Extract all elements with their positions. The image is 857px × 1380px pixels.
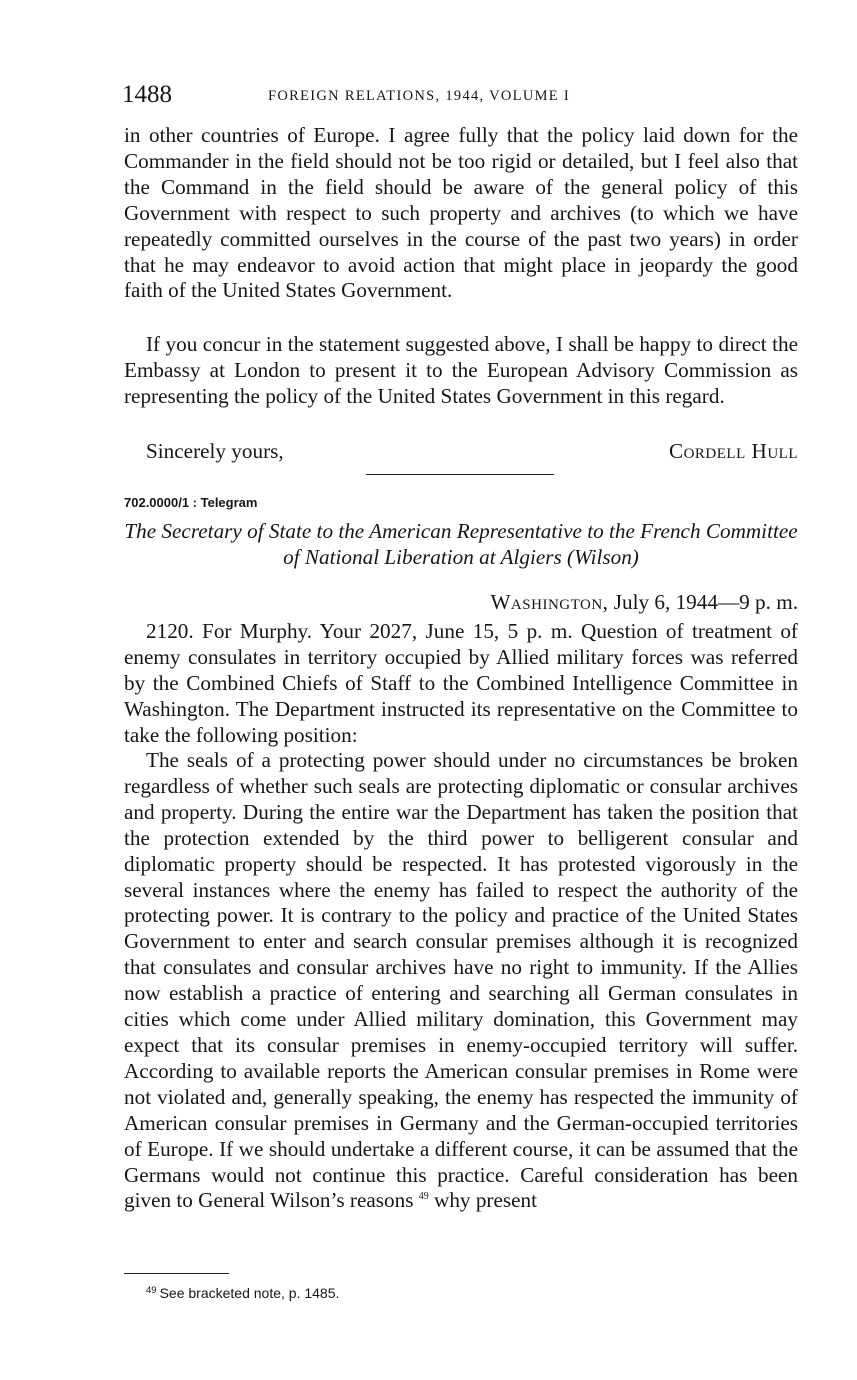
dateline-date: July 6, 1944—9 p. m. xyxy=(613,590,798,614)
dateline-place: Washington, xyxy=(490,590,609,614)
footnote xyxy=(146,1281,339,1303)
section-divider xyxy=(366,474,554,475)
document-title: The Secretary of State to the American Representative to the French Committee of National Liberation at Algiers (Wilson) xyxy=(124,519,798,569)
telegram-paragraph-1: 2120. For Murphy. Your 2027, June 15, 5 p. m. Question of treatment of enemy consulates in territory occupied by Allied military forces was referred by the Combined Chiefs of Staff to the Combined Intelligence Committee in Washington. The Department instructed its representative on the Committee to take the following position: xyxy=(124,619,798,747)
letter-continuation xyxy=(124,123,798,304)
footnote-mark: 49 xyxy=(146,1285,157,1296)
telegram-paragraph-2-text: The seals of a protecting power should under no circumstances be broken regardless of whether such seals are protecting diplomatic or consular archives and property. During the entire war the Department has taken the position that the protection extended by the third power to belligerent consular and diplomatic property should be respected. It has protested vigorously in the several instances where the enemy has failed to respect the authority of the protecting power. It is contrary to the policy and practice of the United States Government to enter and search consular premises although it is recognized that consulates and consular archives have no right to immunity. If the Allies now establish a practice of entering and searching all German consulates in cities which come under Allied military domination, this Government may expect that its consular premises in enemy-occupied territory will suffer. According to available reports the American consular premises in Rome were not violated and, generally speaking, the enemy has respected the immunity of American consular premises in Germany and the German-occupied territories of Europe. If we should undertake a different course, it can be assumed that the Germans would not continue this practice. Careful consideration has been given to General Wilson’s reasons xyxy=(124,748,798,1213)
telegram-paragraph-2-tail: why present xyxy=(428,1188,537,1213)
letter-paragraph-1: in other countries of Europe. I agree fully that the policy laid down for the Commander in the field should not be too rigid or detailed, but I feel also that the Command in the field should be aware of the general policy of this Government with respect to such property and archives (to which we have repeatedly committed ourselves in the course of the past two years) in order that he may endeavor to avoid action that might place in jeopardy the good faith of the United States Government. xyxy=(124,123,798,303)
page-header xyxy=(122,80,798,114)
signature: Cordell Hull xyxy=(668,439,798,463)
letter-closing xyxy=(124,438,798,464)
running-head: FOREIGN RELATIONS, 1944, VOLUME I xyxy=(268,88,571,104)
complimentary-close: Sincerely yours, xyxy=(146,439,284,463)
letter-closing-paragraph xyxy=(124,332,798,410)
telegram-paragraph-2 xyxy=(124,748,798,1214)
footnote-divider xyxy=(124,1273,229,1274)
telegram-body-1 xyxy=(124,619,798,749)
footnote-reference[interactable]: 49 xyxy=(418,1191,429,1203)
letter-paragraph-2: If you concur in the statement suggested above, I shall be happy to direct the Embassy at London to present it to the European Advisory Commission as representing the policy of the United States Government in this regard. xyxy=(124,332,798,408)
file-reference: 702.0000/1 : Telegram xyxy=(124,495,258,510)
dateline xyxy=(124,589,798,615)
telegram-body-2 xyxy=(124,748,798,1214)
footnote-text: See bracketed note, p. 1485. xyxy=(159,1285,340,1301)
page-number: 1488 xyxy=(122,81,172,108)
